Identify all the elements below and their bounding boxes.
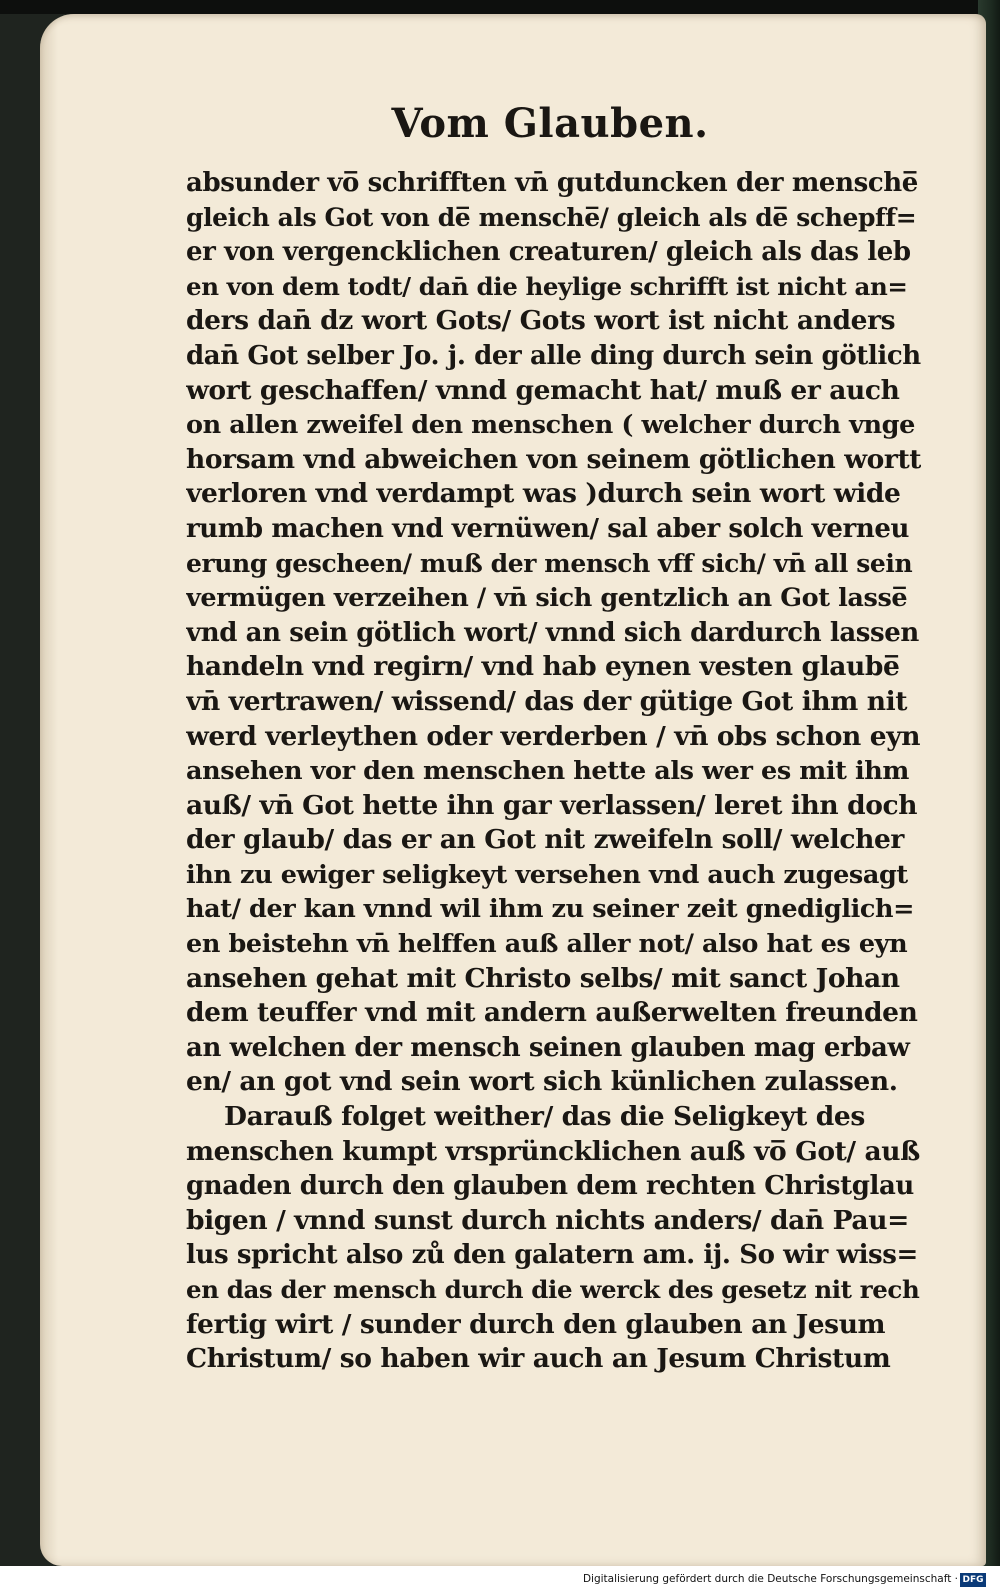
text-line: rumb machen vnd vernüwen/ sal aber solch verneu <box>186 513 909 544</box>
scan-top-edge <box>0 0 1000 14</box>
text-line: horsam vnd abweichen von seinem götlichen wortt <box>186 443 921 475</box>
text-line: ders dan̄ dz wort Gots/ Gots wort ist nicht anders <box>186 305 896 337</box>
text-line: lus spricht also zů den galatern am. ij. So wir wiss= <box>186 1240 918 1271</box>
text-line: wort geschaffen/ vnnd gemacht hat/ muß er auch <box>186 374 900 406</box>
text-line: handeln vnd regirn/ vnd hab eynen vesten glaube̅ <box>186 651 900 683</box>
text-line: gleich als Got von de̅ mensche̅/ gleich als de̅ schepff= <box>186 202 917 232</box>
text-line: an welchen der mensch seinen glauben mag erbaw <box>186 1032 910 1063</box>
footer-bar <box>0 1566 1000 1594</box>
text-line: hat/ der kan vnnd wil ihm zu seiner zeit gnediglich= <box>186 894 915 925</box>
text-line: vnd an sein götlich wort/ vnnd sich dardurch lassen <box>186 617 919 648</box>
text-line: fertig wirt / sunder durch den glauben an Jesum <box>186 1308 886 1340</box>
text-line: on allen zweifel den menschen ( welcher durch vnge <box>186 410 915 441</box>
text-line: bigen / vnnd sunst durch nichts anders/ dan̄ Pau= <box>186 1204 909 1236</box>
text-line: der glaub/ das er an Got nit zweifeln soll/ welcher <box>186 824 904 856</box>
text-line: absunder vo̅ schrifften vn̄ gutduncken der mensche̅ <box>186 168 918 198</box>
text-line: Darauß folget weither/ das die Seligkeyt des <box>224 1101 865 1133</box>
footer-credit: Digitalisierung gefördert durch die Deutsche Forschungsgemeinschaft · <box>582 1573 958 1585</box>
text-line: menschen kumpt vrsprüncklichen auß vo̅ Got/ auß <box>186 1135 920 1167</box>
text-line: en/ an got vnd sein wort sich künlichen zulassen. <box>186 1066 898 1098</box>
book-page <box>40 14 986 1566</box>
dfg-logo: DFG <box>960 1573 986 1587</box>
text-line: er von vergencklichen creaturen/ gleich als das leb <box>186 237 911 268</box>
text-line: en von dem todt/ dan̄ die heylige schrifft ist nicht an= <box>186 271 908 301</box>
text-line: vn̄ vertrawen/ wissend/ das der gütige Got ihm nit <box>186 685 908 717</box>
text-line: gnaden durch den glauben dem rechten Christglau <box>186 1171 914 1202</box>
text-line: ihn zu ewiger seligkeyt versehen vnd auch zugesagt <box>186 859 908 890</box>
text-line: ansehen gehat mit Christo selbs/ mit sanct Johan <box>186 962 900 994</box>
text-line: erung gescheen/ muß der mensch vff sich/ vn̄ all sein <box>186 548 913 578</box>
text-line: verloren vnd verdampt was )durch sein wort wide <box>186 478 901 510</box>
text-line: vermügen verzeihen / vn̄ sich gentzlich an Got lasse̅ <box>186 583 908 614</box>
text-line: ansehen vor den menschen hette als wer es mit ihm <box>186 756 909 787</box>
text-block <box>186 166 921 1377</box>
text-line: en das der mensch durch die werck des gesetz nit rech <box>186 1275 920 1304</box>
page-heading: Vom Glauben. <box>391 100 709 147</box>
text-line: dem teuffer vnd mit andern außerwelten freunden <box>186 997 918 1029</box>
text-line: auß/ vn̄ Got hette ihn gar verlassen/ leret ihn doch <box>186 789 918 821</box>
text-line: dan̄ Got selber Jo. j. der alle ding durch sein götlich <box>186 340 921 371</box>
text-line: en beistehn vn̄ helffen auß aller not/ also hat es eyn <box>186 929 908 960</box>
text-line: Christum/ so haben wir auch an Jesum Christum <box>186 1343 891 1375</box>
text-line: werd verleythen oder verderben / vn̄ obs schon eyn <box>186 720 921 752</box>
